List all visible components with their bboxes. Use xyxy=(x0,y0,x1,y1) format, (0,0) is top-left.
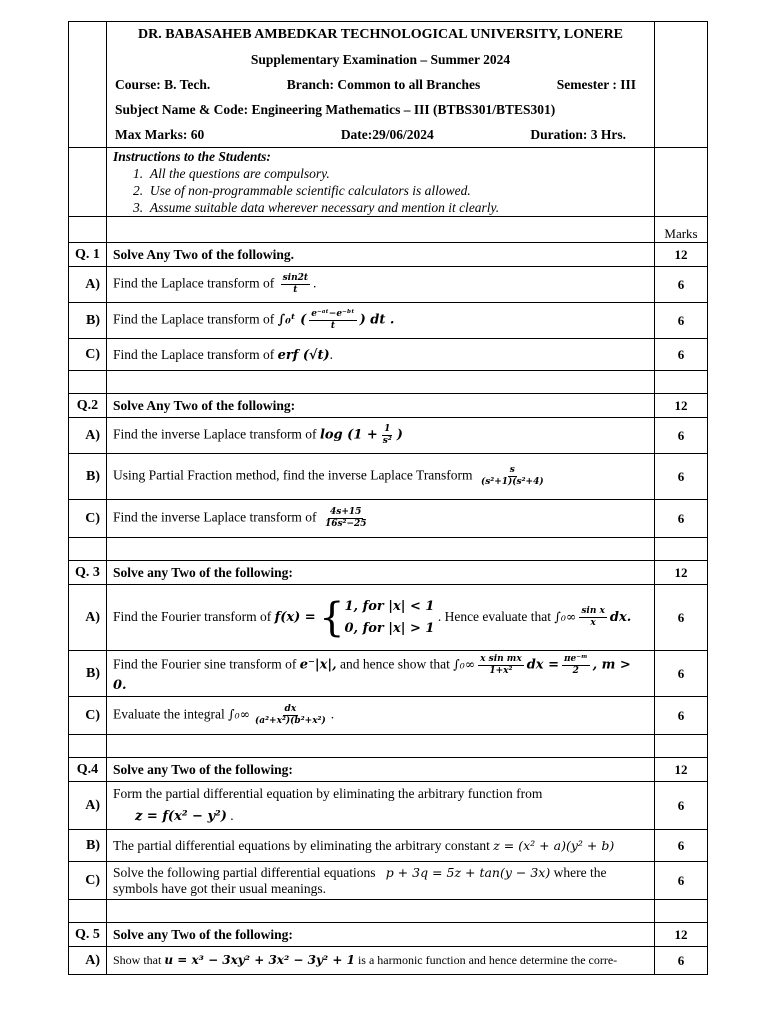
fraction xyxy=(562,654,590,677)
subquestion-label: A) xyxy=(69,782,107,830)
course: Course: B. Tech. xyxy=(115,76,211,92)
subquestion-label: C) xyxy=(69,500,107,538)
math-expr: ) xyxy=(396,427,403,443)
subquestion-row xyxy=(69,697,708,735)
text-tail: . xyxy=(230,808,234,823)
math-expr: p + 3q = 5z + tan(y − 3x) xyxy=(385,864,551,880)
subquestion-marks: 6 xyxy=(655,947,708,975)
subquestion-text: Show that xyxy=(113,953,162,967)
integral: ∫₀∞ xyxy=(453,656,476,672)
fraction-den: (s²+1)(s²+4) xyxy=(480,477,544,487)
header-row xyxy=(69,22,708,148)
question-number: Q. 3 xyxy=(69,561,107,585)
question-title: Solve any Two of the following: xyxy=(107,561,655,585)
subquestion-row xyxy=(69,339,708,371)
math-expr: , m > 0. xyxy=(113,657,631,693)
fraction-den: 2 xyxy=(572,666,579,676)
subquestion-row xyxy=(69,585,708,651)
subquestion-row xyxy=(69,862,708,900)
subquestion-label: C) xyxy=(69,339,107,371)
subquestion-row xyxy=(69,782,708,830)
fraction xyxy=(253,704,328,727)
subquestion-text: Using Partial Fraction method, find the inverse Laplace Transform xyxy=(113,467,473,483)
subquestion-label: A) xyxy=(69,947,107,975)
question-marks: 12 xyxy=(655,243,708,267)
text-tail: . xyxy=(313,275,317,291)
spacer-row xyxy=(69,538,708,561)
spacer-row xyxy=(69,900,708,923)
subquestion-label: C) xyxy=(69,697,107,735)
subquestion-text: The partial differential equations by eliminating the arbitrary constant xyxy=(113,837,490,853)
subquestion-text: Find the inverse Laplace transform of xyxy=(113,509,317,525)
fraction-den: 16s²−25 xyxy=(324,519,367,529)
fraction xyxy=(281,273,310,296)
exam-title: Supplementary Examination – Summer 2024 xyxy=(250,51,511,67)
fraction-num: s xyxy=(509,465,515,475)
instruction-number: 3. xyxy=(133,200,144,215)
fraction-num: x sin mx xyxy=(480,654,522,664)
spacer-row xyxy=(69,371,708,394)
spacer-row xyxy=(69,735,708,758)
case-line: 0, for |x| > 1 xyxy=(344,620,435,636)
fraction-num: dx xyxy=(284,704,297,714)
marks-header-row xyxy=(69,217,708,243)
case-line: 1, for |x| < 1 xyxy=(344,598,435,614)
question-row xyxy=(69,243,708,267)
subquestion-label: A) xyxy=(69,418,107,454)
subquestion-text: Find the inverse Laplace transform of xyxy=(113,426,317,442)
fraction-den: x xyxy=(590,618,596,628)
math-expr: e⁻|x|, xyxy=(299,657,337,673)
branch: Branch: Common to all Branches xyxy=(286,76,481,92)
question-marks: 12 xyxy=(655,923,708,947)
integral: ∫₀∞ xyxy=(228,706,251,722)
subquestion-label: B) xyxy=(69,303,107,339)
subquestion-marks: 6 xyxy=(655,418,708,454)
question-row xyxy=(69,561,708,585)
math-expr: z = (x² + a)(y² + b) xyxy=(493,837,615,853)
subquestion-row xyxy=(69,947,708,975)
fraction-den: (a²+x²)(b²+x²) xyxy=(255,716,326,726)
subquestion-text: Find the Fourier sine transform of xyxy=(113,656,297,672)
instructions-title: Instructions to the Students: xyxy=(113,149,271,164)
subquestion-marks: 6 xyxy=(655,267,708,303)
duration: Duration: 3 Hrs. xyxy=(530,126,626,142)
question-number: Q. 5 xyxy=(69,923,107,947)
subquestion-label: B) xyxy=(69,830,107,862)
header-box xyxy=(107,22,655,148)
subquestion-marks: 6 xyxy=(655,339,708,371)
fraction-den: s² xyxy=(382,436,392,446)
math-expr: ) dt . xyxy=(359,312,395,328)
subquestion-row xyxy=(69,500,708,538)
subquestion-text: Evaluate the integral xyxy=(113,706,225,722)
text-tail: where the symbols have got their usual meanings. xyxy=(113,864,607,896)
math-expr: z = f(x² − y²) xyxy=(135,809,227,824)
max-marks: Max Marks: 60 xyxy=(115,126,205,142)
question-number: Q.2 xyxy=(69,394,107,418)
subquestion-text: Find the Fourier transform of xyxy=(113,608,272,624)
fraction-num: 4s+15 xyxy=(330,507,362,517)
instruction-number: 1. xyxy=(133,166,144,181)
subquestion-text: Find the Laplace transform of xyxy=(113,311,275,327)
text-tail: is a harmonic function and hence determine the corre- xyxy=(357,953,618,967)
question-marks: 12 xyxy=(655,758,708,782)
subquestion-row xyxy=(69,830,708,862)
math-expr: erf (√t) xyxy=(277,347,330,363)
fraction-den: t xyxy=(293,285,298,295)
fraction-num: sin2t xyxy=(282,273,309,283)
exam-paper-table xyxy=(68,21,708,975)
instruction-item: All the questions are compulsory. xyxy=(149,166,330,181)
text-tail: . xyxy=(330,706,335,722)
subquestion-row xyxy=(69,267,708,303)
text-mid: . Hence evaluate that xyxy=(437,608,552,624)
math-expr: u = x³ − 3xy² + 3x² − 3y² + 1 xyxy=(164,953,355,967)
instructions-row xyxy=(69,148,708,217)
marks-header: Marks xyxy=(655,217,708,243)
math-expr: ∫₀ᵗ ( xyxy=(277,312,307,328)
question-marks: 12 xyxy=(655,561,708,585)
instruction-item: Use of non-programmable scientific calculators is allowed. xyxy=(149,183,471,198)
subquestion-text: Solve the following partial differential equations xyxy=(113,864,376,880)
brace-icon: { xyxy=(319,594,345,641)
subquestion-text: Find the Laplace transform of xyxy=(113,346,275,362)
fraction-num: sin x xyxy=(581,606,605,616)
question-row xyxy=(69,923,708,947)
subquestion-marks: 6 xyxy=(655,454,708,500)
question-title: Solve any Two of the following: xyxy=(107,758,655,782)
subquestion-text: Find the Laplace transform of xyxy=(113,275,275,291)
subquestion-marks: 6 xyxy=(655,585,708,651)
instruction-number: 2. xyxy=(133,183,144,198)
question-row xyxy=(69,758,708,782)
fraction xyxy=(479,465,546,488)
subquestion-row xyxy=(69,418,708,454)
subquestion-label: A) xyxy=(69,267,107,303)
math-expr: dx. xyxy=(609,609,632,625)
math-expr: log (1 + xyxy=(319,427,378,443)
subquestion-marks: 6 xyxy=(655,830,708,862)
text-tail: . xyxy=(329,346,334,362)
question-number: Q.4 xyxy=(69,758,107,782)
fraction xyxy=(323,507,369,530)
subquestion-label: B) xyxy=(69,651,107,697)
subquestion-marks: 6 xyxy=(655,862,708,900)
university-name: DR. BABASAHEB AMBEDKAR TECHNOLOGICAL UNIVERSITY, LONERE xyxy=(137,26,624,42)
fraction-den: t xyxy=(330,321,336,331)
integral: ∫₀∞ xyxy=(554,608,577,624)
subquestion-marks: 6 xyxy=(655,303,708,339)
fraction-num: e⁻ᵃᵗ−e⁻ᵇᵗ xyxy=(311,309,355,319)
exam-date: Date:29/06/2024 xyxy=(340,126,434,142)
fraction xyxy=(309,309,356,332)
semester: Semester : III xyxy=(556,76,636,92)
fraction-num: 1 xyxy=(384,424,391,434)
subquestion-label: C) xyxy=(69,862,107,900)
math-expr: f(x) = xyxy=(274,609,316,625)
subject-name: Subject Name & Code: Engineering Mathematics – III (BTBS301/BTES301) xyxy=(115,101,556,117)
math-expr: dx = xyxy=(526,657,559,673)
subquestion-marks: 6 xyxy=(655,782,708,830)
fraction-num: πe⁻ᵐ xyxy=(563,654,588,664)
subquestion-text: Form the partial differential equation by eliminating the arbitrary function from xyxy=(113,786,543,801)
subquestion-row xyxy=(69,454,708,500)
subquestion-marks: 6 xyxy=(655,697,708,735)
subquestion-row xyxy=(69,651,708,697)
fraction xyxy=(381,424,394,447)
instruction-item: Assume suitable data wherever necessary and mention it clearly. xyxy=(149,200,500,215)
question-title: Solve Any Two of the following. xyxy=(107,243,655,267)
subquestion-row xyxy=(69,303,708,339)
question-title: Solve Any Two of the following: xyxy=(107,394,655,418)
subquestion-marks: 6 xyxy=(655,500,708,538)
question-marks: 12 xyxy=(655,394,708,418)
subquestion-marks: 6 xyxy=(655,651,708,697)
question-title: Solve any Two of the following: xyxy=(107,923,655,947)
question-number: Q. 1 xyxy=(69,243,107,267)
fraction xyxy=(478,654,524,677)
question-row xyxy=(69,394,708,418)
subquestion-label: B) xyxy=(69,454,107,500)
text-mid: and hence show that xyxy=(339,656,450,672)
fraction-den: 1+x² xyxy=(489,666,513,676)
fraction xyxy=(579,606,607,629)
instructions-box xyxy=(107,148,655,217)
subquestion-label: A) xyxy=(69,585,107,651)
